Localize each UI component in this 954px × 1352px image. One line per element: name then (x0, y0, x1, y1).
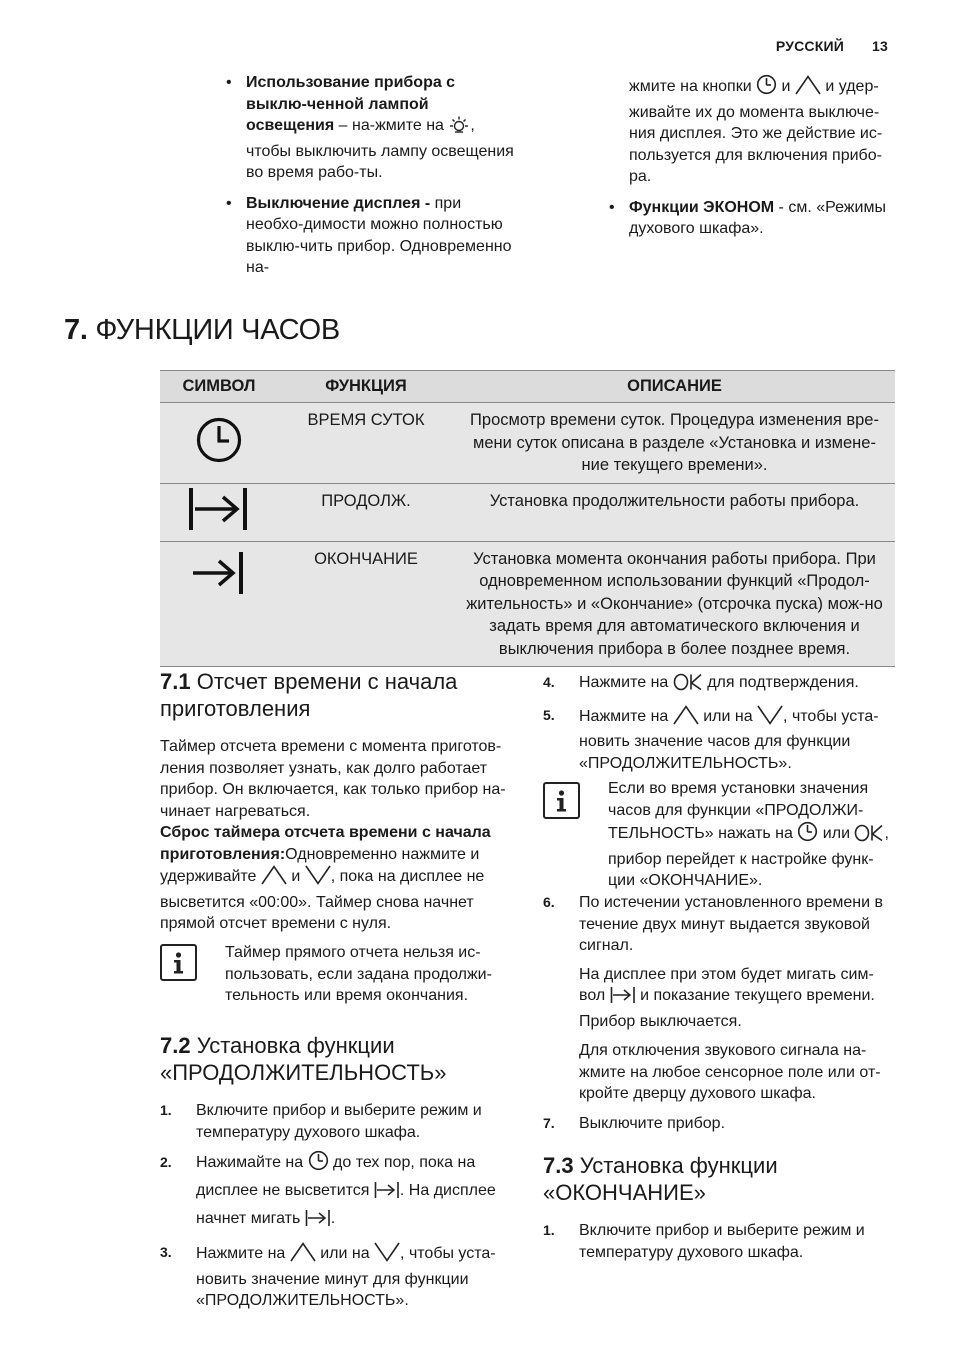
list-item (543, 672, 895, 698)
step-number: 2. (160, 1154, 172, 1170)
end-time-icon (191, 582, 247, 600)
duration-icon (374, 1181, 400, 1207)
up-arrow-icon (290, 1242, 316, 1269)
bullet-lamp-off-text-1: – на-жмите на (334, 117, 449, 134)
section-7-3-number: 7.3 (543, 1153, 574, 1178)
display-off-text-3: и удер-живайте их до момента выключе-ния дисплея. Это же действие ис-пользуется для включения прибо-ра. (629, 78, 883, 185)
bullet-lamp-off-title: Использование прибора с выклю-ченной лампой освещения (246, 74, 456, 134)
note-7-1-text: Таймер прямого отчета нельзя ис-пользовать, если задана продолжи-тельность или время окончания. (225, 944, 492, 1004)
step-text: . На дисплее начнет мигать (196, 1182, 496, 1227)
top-left-column (226, 72, 516, 288)
section-7-2-heading (160, 1032, 500, 1086)
note-text-1: Если во время установки значения часов для функции «ПРОДОЛЖИ-ТЕЛЬНОСТЬ» нажать на (608, 780, 869, 842)
top-right-column (609, 74, 899, 249)
clock-icon (195, 450, 243, 468)
bullet-lamp-off (226, 72, 516, 184)
description-cell: Просмотр времени суток. Процедура изменения вре-мени суток описана в разделе «Установка и измене-ние текущего времени». (454, 403, 895, 484)
step-number: 1. (543, 1222, 555, 1238)
function-cell: ВРЕМЯ СУТОК (278, 403, 454, 484)
table-row (160, 403, 895, 484)
function-cell: ПРОДОЛЖ. (278, 483, 454, 541)
down-arrow-icon (305, 865, 331, 892)
description-cell: Установка момента окончания работы прибора. При одновременном использовании функций «Продол-жительность» и «Окончание» (отсрочка пуска) мож-но задать время для автоматического включения и выключения прибора в более позднее время. (454, 541, 895, 667)
bullet-econom-title: Функции ЭКОНОМ (629, 198, 775, 216)
step-number: 5. (543, 706, 555, 723)
clock-icon (308, 1150, 329, 1179)
step-6-sound-off: Для отключения звукового сигнала на-жмите на любое сенсорное поле или от-кройте дверцу духового шкафа. (579, 1042, 881, 1102)
table-row (160, 541, 895, 667)
section-7-3-title: Установка функции «ОКОНЧАНИЕ» (543, 1153, 778, 1205)
step-number: 1. (160, 1102, 172, 1118)
list-item (160, 1100, 512, 1143)
display-off-continued (609, 74, 899, 188)
step-number: 4. (543, 674, 555, 690)
step-text: для подтверждения. (702, 674, 859, 691)
bullet-econom (609, 197, 899, 240)
list-item (543, 1220, 895, 1263)
step-text: Выключите прибор. (579, 1114, 726, 1132)
step-number: 3. (160, 1244, 172, 1260)
section-7-title: ФУНКЦИИ ЧАСОВ (95, 314, 340, 346)
duration-icon (610, 986, 636, 1011)
bullet-econom-text: - см. «Режимы духового шкафа». (629, 198, 886, 237)
step-text: Нажмите на (196, 1245, 290, 1262)
step-text: и показание текущего времени. Прибор выключается. (579, 987, 875, 1030)
note-duration (543, 778, 895, 888)
section-7-3-steps (543, 1220, 895, 1270)
display-off-text-1: жмите на кнопки (629, 78, 757, 95)
right-column-steps-2 (543, 892, 895, 1141)
clock-functions-table (160, 370, 895, 667)
reset-timer-paragraph (160, 822, 512, 935)
section-7-1-text (160, 736, 512, 935)
table-header-row (160, 371, 895, 403)
table-row (160, 483, 895, 541)
duration-icon (305, 1209, 331, 1235)
symbol-cell (160, 403, 278, 484)
list-item (543, 892, 895, 957)
list-item (543, 1113, 895, 1135)
display-off-text-2: и (777, 78, 795, 95)
section-7-2-number: 7.2 (160, 1033, 191, 1058)
list-item (160, 1242, 512, 1312)
description-cell: Установка продолжительности работы прибора. (454, 483, 895, 541)
reset-timer-title: Сброс таймера отсчета времени с начала приготовления: (160, 824, 491, 863)
step-text: Нажимайте на (196, 1154, 308, 1171)
step-text: . (330, 1210, 336, 1227)
step-text: , чтобы уста-новить значение часов для функции «ПРОДОЛЖИТЕЛЬНОСТЬ». (579, 707, 879, 772)
section-7-heading (64, 314, 340, 347)
table-header-symbol: СИМВОЛ (160, 371, 278, 403)
up-arrow-icon (261, 865, 287, 892)
bullet-display-off-text: при необхо-димости можно полностью выклю-чить прибор. Одновременно на- (246, 194, 512, 276)
up-arrow-icon (795, 75, 821, 102)
section-7-1-heading (160, 668, 490, 722)
symbol-cell (160, 541, 278, 667)
language-label: РУССКИЙ (775, 38, 845, 54)
section-7-1-number: 7.1 (160, 669, 191, 694)
step-text: Нажмите на (579, 674, 673, 691)
bullet-display-off (226, 193, 516, 279)
down-arrow-icon (757, 705, 783, 732)
note-duration-text (608, 778, 895, 892)
step-number: 6. (543, 894, 555, 910)
ok-icon (854, 824, 884, 849)
step-text: На дисплее при этом будет мигать сим-вол (579, 965, 874, 1004)
page-header (776, 38, 888, 54)
bullet-display-off-title: Выключение дисплея - (246, 194, 431, 212)
info-icon (543, 782, 580, 819)
step-text: до тех пор, пока на дисплее не высветится (196, 1154, 476, 1199)
section-7-2-title: Установка функции «ПРОДОЛЖИТЕЛЬНОСТЬ» (160, 1033, 447, 1085)
step-text: Включите прибор и выберите режим и температуру духового шкафа. (579, 1222, 865, 1261)
clock-icon (797, 821, 818, 849)
reset-timer-text-2: и (286, 868, 305, 885)
step-6-detail (543, 964, 895, 1033)
section-7-3-heading (543, 1152, 883, 1206)
up-arrow-icon (673, 705, 699, 732)
note-7-1 (160, 940, 512, 1010)
step-text: или на (698, 707, 758, 725)
step-text: Включите прибор и выберите режим и температуру духового шкафа. (196, 1102, 482, 1141)
reset-timer-text-3: , пока на дисплее не высветится «00:00». Таймер снова начнет прямой отсчет времени с нуля. (160, 868, 485, 932)
section-7-number: 7. (64, 314, 88, 346)
table-header-description: ОПИСАНИЕ (454, 371, 895, 403)
symbol-cell (160, 483, 278, 541)
step-text: , чтобы уста-новить значение минут для функции «ПРОДОЛЖИТЕЛЬНОСТЬ». (196, 1245, 496, 1309)
bullet-lamp-off-text-2: , чтобы выключить лампу освещения во время рабо-ты. (246, 117, 514, 181)
list-item (543, 705, 895, 775)
step-text: По истечении установленного времени в течение двух минут выдается звуковой сигнал. (579, 894, 883, 954)
function-cell: ОКОНЧАНИЕ (278, 541, 454, 667)
ok-icon (673, 673, 703, 698)
section-7-2-steps (160, 1100, 512, 1319)
section-7-1-title: Отсчет времени с начала приготовления (160, 669, 458, 721)
step-text: Нажмите на (579, 707, 673, 725)
note-text-3: , прибор перейдет к настройке функ-ции «ОКОНЧАНИЕ». (608, 825, 889, 889)
section-7-1-paragraph: Таймер отсчета времени с момента приготов-ления позволяет узнать, как долго работает прибор. Он включается, как только прибор на-чинает нагреваться. (160, 738, 506, 820)
page-number: 13 (872, 38, 888, 54)
reset-timer-text-1: Одновременно нажмите и удерживайте (160, 845, 480, 885)
down-arrow-icon (374, 1242, 400, 1269)
note-text-2: или (818, 825, 855, 842)
lamp-icon (448, 116, 470, 141)
right-column-steps (543, 672, 895, 781)
clock-icon (756, 74, 777, 102)
duration-icon (187, 518, 251, 536)
list-item (160, 1150, 512, 1235)
step-number: 7. (543, 1114, 555, 1131)
info-icon (160, 944, 197, 981)
table-header-function: ФУНКЦИЯ (278, 371, 454, 403)
step-text: или на (315, 1245, 375, 1262)
